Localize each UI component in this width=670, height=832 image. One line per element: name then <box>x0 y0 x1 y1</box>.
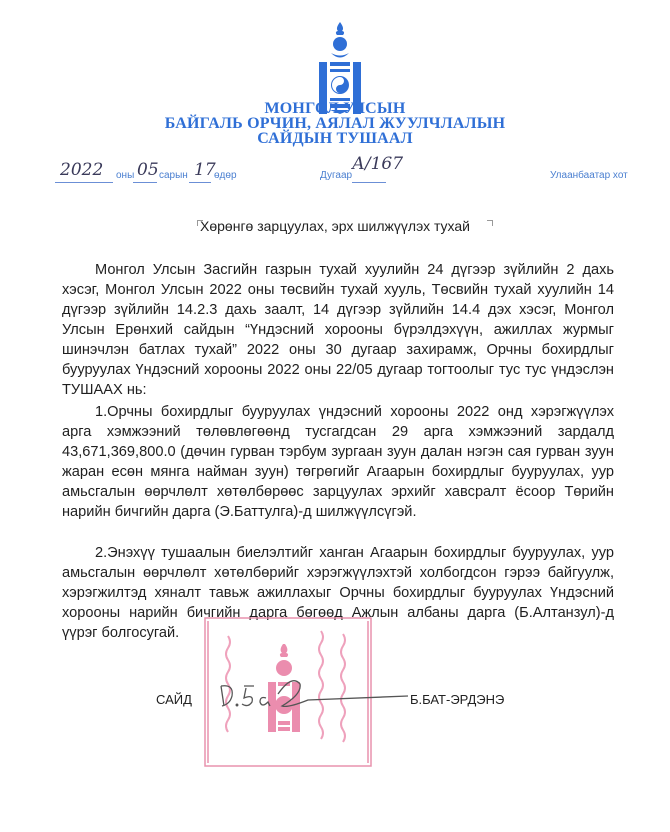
preamble-paragraph <box>62 260 614 400</box>
order-item-1 <box>62 402 614 522</box>
day-value: 17 <box>194 160 216 180</box>
org-line-1: МОНГОЛ УЛСЫН <box>264 100 406 117</box>
number-underline <box>352 182 386 183</box>
year-value: 2022 <box>60 160 104 180</box>
handwritten-signature <box>218 676 418 716</box>
preamble-text: Монгол Улсын Засгийн газрын тухай хуулийн 24 дүгээр зүйлийн 2 дахь хэсэг, Монгол Улсын 2022 оны төсвийн тухай хууль, Төсвийн тухай хуулийн 14 дүгээр зүйлийн 14.2.3 дахь заалт, 14 дүгээр зүйлийн 14.4 дэх хэсэг, Монгол Улсын Ерөнхий сайдын “Үндэсний хорооны бүрэлдэхүүн, ажиллах журмыг шинэчлэн батлах тухай” 2022 оны 30 дугаар захирамж, Орчны бохирдлыг бууруулах Үндэсний хорооны 2022 оны 22/05 дугаар тогтоолыг тус тус үндэслэн ТУШААХ нь: <box>62 262 614 398</box>
order-item-2-text: 2.Энэхүү тушаалын биелэлтийг ханган Агаарын бохирдлыг бууруулах, уур амьсгалын өөрчлөлт хөтөлбөрийг хэрэгжүүлэхтэй холбогдсон гэрээ байгуулж, хэрэгжилтэд хяналт тавьж ажиллахыг Орчны бохирдлыг бууруулах Үндэсний хорооны нарийн бичгийн дарга бөгөөд Ажлын албаны дарга (Б.Алтанзул)-д үүрэг болгосугай. <box>62 545 614 641</box>
day-label: өдөр <box>214 170 237 181</box>
day-underline <box>189 182 211 183</box>
month-value: 05 <box>137 160 159 180</box>
city-label: Улаанбаатар хот <box>550 170 628 181</box>
signer-title: САЙД <box>156 692 192 707</box>
signer-name: Б.БАТ-ЭРДЭНЭ <box>410 692 505 707</box>
document-meta <box>0 154 670 188</box>
org-line-2: БАЙГАЛЬ ОРЧИН, АЯЛАЛ ЖУУЛЧЛАЛЫН <box>164 115 506 132</box>
document-subject: Хөрөнгө зарцуулах, эрх шилжүүлэх тухай <box>200 218 470 234</box>
number-value: А/167 <box>352 154 404 174</box>
subject-bracket-right <box>487 220 493 226</box>
order-item-1-text: 1.Орчны бохирдлыг бууруулах үндэсний хорооны 2022 онд хэрэгжүүлэх арга хэмжээний төлөвлөгөөнд тусгагдсан 29 арга хэмжээний зардалд 43,671,369,800.0 (дөчин гурван тэрбум зургаан зуун далан нэгэн сая гурван зуун жаран есөн мянга найман зуун) төгрөгийг Агаарын бохирдлыг бууруулах, уур амьсгалын өөрчлөлт хөтөлбөрөөс зарцуулах эрхийг хавсралт ёсоор Төрийн нарийн бичгийн дарга (Э.Баттулга)-д шилжүүлсүгэй. <box>62 404 614 520</box>
year-underline <box>55 182 113 183</box>
month-underline <box>133 182 157 183</box>
year-label: оны <box>116 170 135 181</box>
month-label: сарын <box>159 170 188 181</box>
org-line-3: САЙДЫН ТУШААЛ <box>257 130 413 147</box>
issuing-authority <box>0 101 670 146</box>
number-label: Дугаар <box>320 170 353 181</box>
